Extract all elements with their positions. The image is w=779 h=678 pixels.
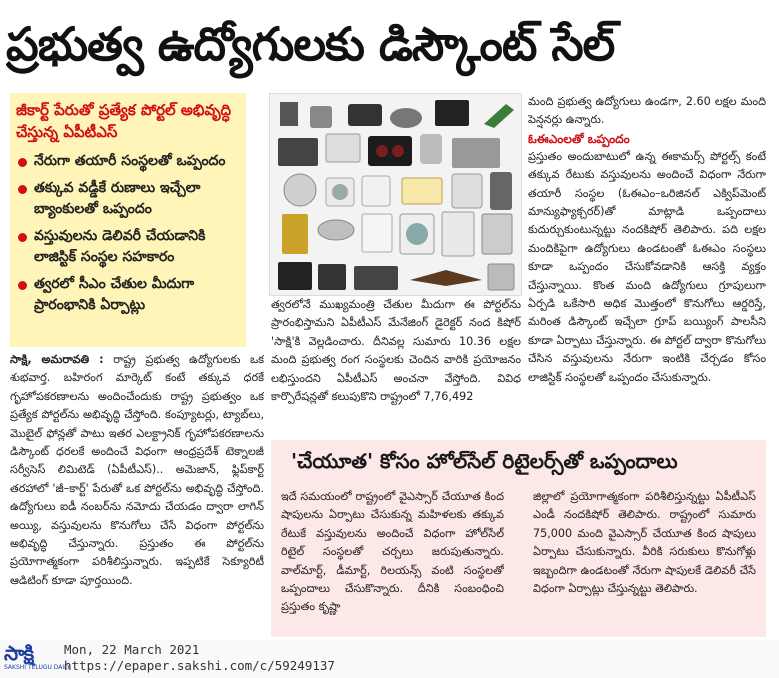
- related-story-column-2: జిల్లాలో ప్రయోగాత్మకంగా పరిశీలిస్తున్నట్టు ఏపీటీఎస్ ఎండీ నందకిషోర్ తెలిపారు. రాష్ట్రంలో సుమారు 75,000 మంది వైఎస్సార్ చేయూత కింద షాపులు ఏర్పాటు చేసుకున్నారు. వీరికి సరుకులు కొనుగోళ్లు ఇబ్బందిగా ఉండటంతో నేరుగా షాపులకే డెలివరీ చేసే విధంగా ఏర్పాట్లు చేస్తున్నట్టు తెలిపారు.: [533, 490, 756, 596]
- sidebar-title: జీకార్ట్ పేరుతో ప్రత్యేక పోర్టల్ అభివృద్ధి చేస్తున్న ఏపీటీఎస్: [16, 101, 232, 141]
- related-story-title: 'చేయూత' కోసం హోల్‌సేల్ రిటైలర్స్‌తో ఒప్పందాలు: [291, 449, 678, 473]
- bread-maker-icon: [452, 174, 482, 208]
- appliances-illustration: [270, 94, 521, 295]
- induction-icon: [435, 100, 469, 126]
- article-column-2: [271, 296, 521, 424]
- wok-icon: [318, 220, 354, 240]
- fan-icon: [284, 174, 316, 206]
- dishwasher-icon: [362, 214, 392, 252]
- tv-icon: [318, 264, 346, 290]
- article-text: రాష్ట్ర ప్రభుత్వ ఉద్యోగులకు ఒక శుభవార్త. బహిరంగ మార్కెట్ కంటే తక్కువ ధరకే గృహోపకరణాలను అందించేందుకు రాష్ట్ర ప్రభుత్వం ఒక ప్రత్యేక పోర్టల్‌ను అభివృద్ధి చేస్తోంది. కంప్యూటర్లు, ట్యాబ్‌లు, మొబైల్ ఫోన్లతో పాటు ఇతర ఎలక్ట్రానిక్ గృహోపకరణాలను డిస్కౌంట్ ధరలకే అందించే విధంగా ఆంధ్రప్రదేశ్ టెక్నాలజీ సర్వీసెస్ లిమిటెడ్ (ఏపీటీఎస్).. అమెజాన్, ఫ్లిప్‌కార్ట్ తరహాలో 'జీ–కార్ట్' పేరుతో ఒక పోర్టల్‌ను అభివృద్ధి చేస్తోంది. ఉద్యోగులు ఐడీ నంబర్‌ను నమోదు చేయడం ద్వారా లాగిన్ అయ్యి, వస్తువులను కొనుగోలు చేసే విధంగా పోర్టల్‌ను అభివృద్ధి చేస్తున్నారు. ప్రస్తుతం ఈ పోర్టల్‌ను ప్రయోగాత్మకంగా పరిశీలిస్తున్నారు. ఇప్పటికే సెక్యూరిటీ ఆడిటింగ్ కూడా పూర్తయింది.: [10, 353, 264, 587]
- highlights-list: [10, 151, 246, 316]
- heater-icon: [490, 172, 512, 210]
- highlight-item: త్వరలో సీఎం చేతుల మీదుగా ప్రారంభానికి ఏర్పాట్లు: [18, 274, 240, 316]
- sandwich-maker-icon: [390, 108, 422, 128]
- edition-date: Mon, 22 March 2021: [64, 642, 200, 657]
- cooktop-icon: [368, 136, 412, 166]
- oven-icon: [326, 134, 360, 162]
- footer: [0, 640, 779, 678]
- article-column-1: [10, 351, 264, 636]
- cooler-icon: [488, 264, 514, 290]
- dateline: సాక్షి, అమరావతి :: [10, 353, 104, 366]
- epaper-url[interactable]: https://epaper.sakshi.com/c/59249137: [64, 658, 335, 673]
- microwave-2-icon: [452, 138, 500, 168]
- microwave-3-icon: [354, 266, 398, 290]
- appliances-photo: [269, 93, 522, 296]
- article-text: త్వరలోనే ముఖ్యమంత్రి చేతుల మీదుగా ఈ పోర్టల్‌ను ప్రారంభిస్తామని ఏపీటీఎస్ మేనేజింగ్ డైరెక్టర్ నంద కిషోర్ 'సాక్షి'కి వెల్లడించారు. దీనివల్ల సుమారు 10.36 లక్షల మంది ప్రభుత్వ రంగ సంస్థలకు చెందిన వారికి ప్రయోజనం లభిస్తుందని ఏపీటీఎస్ అంచనా వేస్తోంది. వివిధ కార్పొరేషన్లతో కలుపుకొని రాష్ట్రంలో 7,76,492: [271, 298, 521, 404]
- highlights-sidebar: [10, 93, 246, 347]
- mixer-grinder-icon: [362, 176, 390, 206]
- highlight-item: తక్కువ వడ్డీకే రుణాలు ఇచ్చేలా బ్యాంకులతో ఒప్పందం: [18, 178, 240, 220]
- blender-icon: [310, 106, 332, 128]
- sakshi-logo[interactable]: [4, 641, 71, 676]
- headline: ప్రభుత్వ ఉద్యోగులకు డిస్కౌంట్ సేల్: [6, 17, 615, 71]
- logo-text: సాక్షి: [4, 641, 34, 665]
- pressure-cooker-icon: [420, 134, 442, 164]
- water-purifier-icon: [482, 214, 512, 254]
- logo-subtitle: SAKSHI TELUGU DAILY: [4, 664, 71, 671]
- subheading: ఓఈఎంలతో ఒప్పందం: [528, 131, 630, 146]
- appliance-box-icon: [402, 178, 442, 204]
- article-text: మంది ప్రభుత్వ ఉద్యోగులు ఉండగా, 2.60 లక్షల మంది పెన్షనర్లు ఉన్నారు.: [528, 95, 766, 127]
- related-story-column-1: ఇదే సమయంలో రాష్ట్రంలో వైఎస్సార్ చేయూత కింద షాపులను ఏర్పాటు చేసుకున్న మహిళలకు తక్కువ రేటుకే వస్తువులను అందించే విధంగా హోల్‌సేల్ రిటైల్ సంస్థలతో చర్చలు జరుపుతున్నారు. వాల్‌మార్ట్, డీమార్ట్, రిలయన్స్ వంటి సంస్థలతో ఒప్పందాలు చేసుకొన్నారు. దీనికి సంబంధించి ప్రస్తుతం కృష్ణా: [281, 490, 504, 614]
- edition-meta: [64, 642, 335, 674]
- related-story-box: [271, 440, 766, 637]
- refrigerator-icon: [278, 262, 312, 290]
- mixer-icon: [280, 102, 298, 126]
- washing-machine-icon: [442, 212, 474, 256]
- highlight-item: నేరుగా తయారీ సంస్థలతో ఒప్పందం: [18, 151, 240, 172]
- highlight-item: వస్తువులను డెలివరీ చేయడానికి లాజిస్టిక్ సంస్థల సహకారం: [18, 226, 240, 268]
- grill-icon: [348, 104, 382, 126]
- article-column-3: [528, 93, 766, 429]
- vacuum-icon: [282, 214, 308, 254]
- microwave-icon: [278, 138, 318, 166]
- article-text: ప్రస్తుతం అందుబాటులో ఉన్న ఈకామర్స్ పోర్టల్స్ కంటే తక్కువ రేటుకు వస్తువులను అందించే విధంగా నేరుగా తయారీ సంస్థల (ఓఈఎం–ఒరిజినల్ ఎక్విప్‌మెంట్ మాన్యుఫ్యాక్చరర్)తో మాట్లాడి ఒప్పందాలు కుదుర్చుకుంటున్నట్టు నందకిషోర్ తెలిపారు. పది లక్షల మందికిపైగా ఉద్యోగులు ఉండటంతో ఓఈఎం సంస్థలు కూడా ఒప్పందం చేసుకోవడానికి ఆసక్తి వ్యక్తం చేస్తున్నాయి. కొంత మంది ఉద్యోగులు గ్రూపులుగా ఏర్పడి ఒకేసారి అధిక మొత్తంలో కొనుగోలు ఆర్డరిస్తే, మరింత డిస్కౌంట్ ఇచ్చేలా గ్రూప్ బయ్యింగ్ పాలసీని కూడా ఏర్పాటు చేస్తున్నారు. ఈ పోర్టల్ ద్వారా కొనుగోలు చేసిన వస్తువులను నేరుగా ఇంటికి చేర్చడం కోసం లాజిస్టిక్ సంస్థలతో ఒప్పందం చేసుకున్నారు.: [528, 149, 766, 384]
